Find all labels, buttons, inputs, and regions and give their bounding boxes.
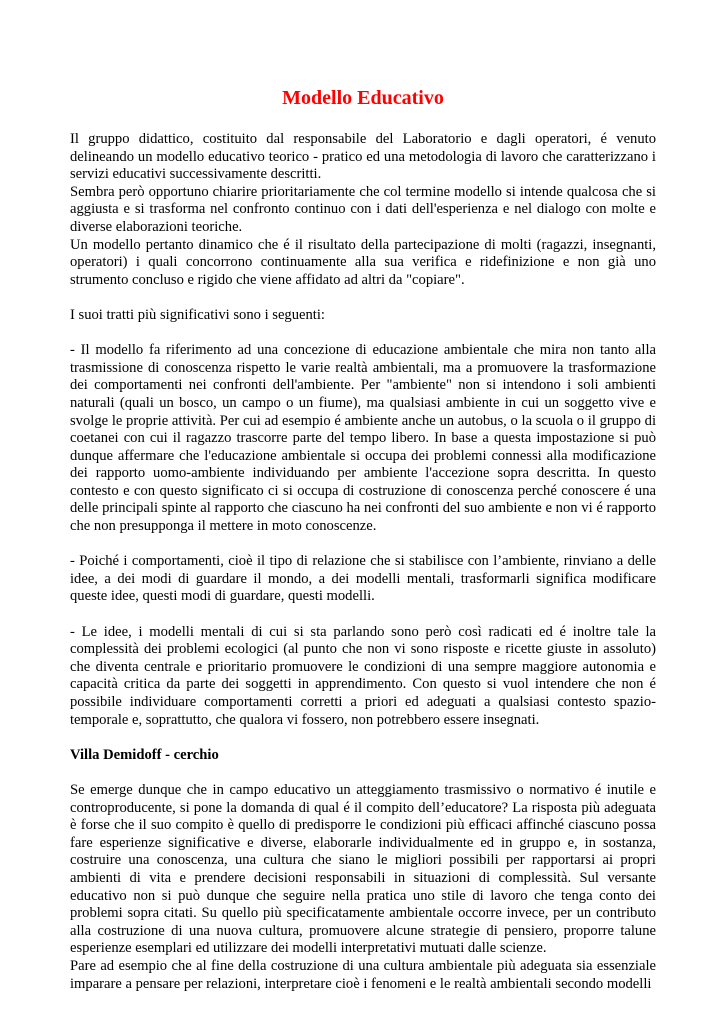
paragraph-model-definition: Sembra però opportuno chiarire prioritariamente che col termine modello si intende qualcosa che si aggiusta e si trasforma nel confronto continuo con i dati dell'esperienza e nel dialogo con molte e diverse elaborazioni teoriche. (70, 183, 656, 235)
document-page (70, 84, 656, 993)
paragraph-educator-role: Se emerge dunque che in campo educativo un atteggiamento trasmissivo o normativo é inutile e controproducente, si pone la domanda di qual é il compito dell’educatore? La risposta più adeguata è forse che il suo compito è quello di predisporre le condizioni più efficaci affinché ciascuno possa fare esperienze significative e diverse, elaborarle individualmente ed in gruppo e, in sostanza, costruire una conoscenza, una cultura che siano le migliori possibili per rapportarsi ai propri ambienti di vita e prendere decisioni responsabili in situazioni di complessità. Sul versante educativo non si può dunque che seguire nella pratica uno stile di lavoro che tenga conto dei problemi sopra citati. Su quello più specificatamente ambientale occorre invece, per un contributo alla costruzione di una nuova cultura, promuovere alcune strategie di pensiero, proporre talune esperienze esemplari ed utilizzare dei modelli interpretativi mutuati dalle scienze. (70, 781, 656, 957)
paragraph-spacer (70, 536, 656, 554)
section-subtitle: Villa Demidoff - cerchio (70, 746, 219, 763)
paragraph-spacer (70, 729, 656, 747)
paragraph-spacer (70, 764, 656, 782)
paragraph-traits-intro: I suoi tratti più significativi sono i seguenti: (70, 306, 325, 323)
paragraph-relational-thinking: Pare ad esempio che al fine della costruzione di una cultura ambientale più adeguata sia essenziale imparare a pensare per relazioni, interpretare cioè i fenomeni e le realtà ambientali secondo modelli (70, 957, 656, 992)
paragraph-trait-environment: - Il modello fa riferimento ad una concezione di educazione ambientale che mira non tanto alla trasmissione di conoscenza rispetto le varie realtà ambientali, ma a promuovere la trasformazione dei comportamenti nei confronti dell'ambiente. Per "ambiente" non si intendono i soli ambienti naturali (quali un bosco, un campo o un fiume), ma qualsiasi ambiente in cui un soggetto vive e svolge le proprie attività. Per cui ad esempio é ambiente anche un autobus, o la scuola o il gruppo di coetanei con cui il ragazzo trascorre parte del tempo libero. In base a questa impostazione si può dunque affermare che l'educazione ambientale si occupa dei problemi connessi alla modificazione dei rapporto uomo-ambiente individuando per ambiente l'accezione sopra descritta. In questo contesto e con questo significato ci si occupa di costruzione di conoscenza perché conoscere é una delle principali spinte al rapporto che ciascuno ha nei confronti del suo ambiente e non vi é rapporto che non presupponga il mettere in moto conoscenze. (70, 342, 656, 535)
paragraph-trait-behaviours: - Poiché i comportamenti, cioè il tipo di relazione che si stabilisce con l’ambiente, rinviano a delle idee, a dei modi di guardare il mondo, a dei modelli mentali, trasformarli significa modificare queste idee, questi modi di guardare, questi modelli. (70, 553, 656, 605)
paragraph-intro: Il gruppo didattico, costituito dal responsabile del Laboratorio e dagli operatori, é venuto delineando un modello educativo teorico - pratico ed una metodologia di lavoro che caratterizzano i servizi educativi successivamente descritti. (70, 131, 656, 183)
paragraph-spacer (70, 289, 656, 307)
paragraph-trait-mental-models: - Le idee, i modelli mentali di cui si sta parlando sono però così radicati ed é inoltre tale la complessità dei problemi ecologici (al punto che non vi sono risposte e ricette giuste in assoluto) che diventa centrale e prioritario promuovere le condizioni di una sempre maggiore autonomia e capacità critica da parte dei soggetti in apprendimento. Con questo si vuol intendere che non é possibile individuare comportamenti corretti a priori ed adeguati a qualsiasi contesto spazio-temporale e, soprattutto, che qualora vi fossero, non potrebbero essere insegnati. (70, 623, 656, 728)
paragraph-spacer (70, 606, 656, 624)
paragraph-dynamic-model: Un modello pertanto dinamico che é il risultato della partecipazione di molti (ragazzi, insegnanti, operatori) i quali concorrono continuamente alla sua verifica e ridefinizione e non già uno strumento concluso e rigido che viene affidato ad altri da "copiare". (70, 236, 656, 288)
paragraph-spacer (70, 325, 656, 343)
document-title: Modello Educativo (282, 87, 444, 109)
document-body (70, 131, 656, 993)
